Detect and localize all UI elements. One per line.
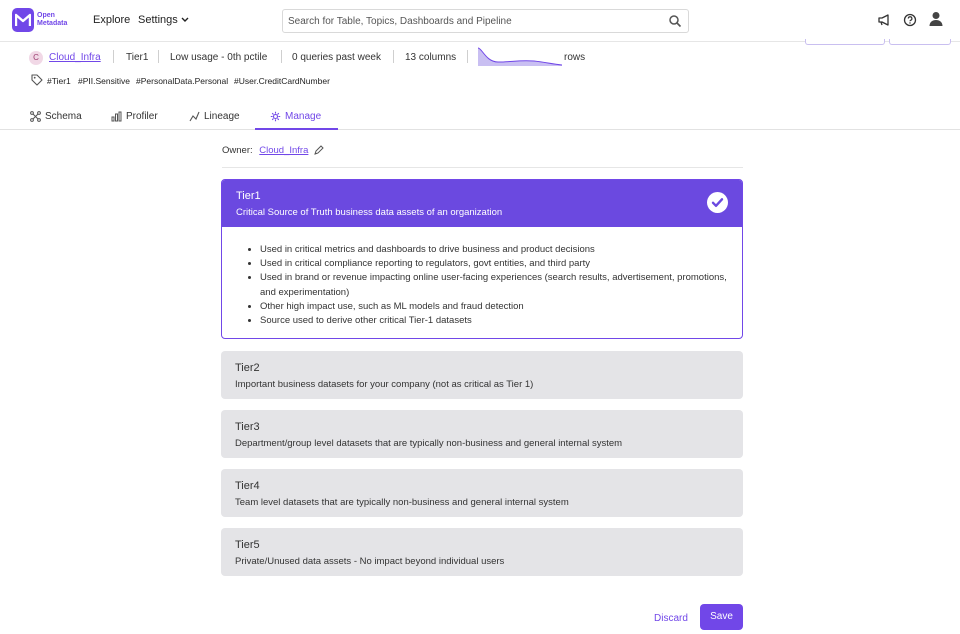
search-icon[interactable] [668,14,682,28]
active-tab-indicator [255,128,338,130]
tab-schema-label: Schema [45,111,82,122]
top-navbar [0,0,960,42]
divider [113,50,114,63]
tier-description: Critical Source of Truth business data assets of an organization [236,207,503,218]
tier-name: Tier2 [235,362,260,374]
tier-name: Tier3 [235,421,260,433]
tier-label: Tier1 [126,52,149,63]
tier-name: Tier4 [235,480,260,492]
list-item: • Used in critical compliance reporting to regulators, govt entities, and third party [260,257,730,271]
app-logo[interactable] [12,8,67,32]
tag-item[interactable]: #PersonalData.Personal [136,76,229,86]
list-item: • Used in critical metrics and dashboards to drive business and product decisions [260,243,730,257]
tier-card-header [222,180,742,227]
logo-text: Open Metadata [37,12,68,27]
queries-label: 0 queries past week [292,52,381,63]
avatar: C [29,51,43,65]
tab-schema[interactable] [30,111,82,122]
divider [222,167,743,168]
tier-details-list [260,243,730,328]
tag-item[interactable]: #User.CreditCardNumber [234,76,330,86]
divider [393,50,394,63]
chevron-down-icon [181,17,189,23]
tier-description: Private/Unused data assets - No impact beyond individual users [235,556,505,567]
list-item: • Used in brand or revenue impacting online user-facing experiences (search results, advertisement, promotions, and experimentation) [260,271,730,299]
profiler-icon [111,111,122,122]
tab-profiler[interactable] [111,111,158,122]
manage-icon [270,111,281,122]
nav-settings-label: Settings [138,14,178,26]
discard-button[interactable]: Discard [654,613,688,624]
list-item: • Source used to derive other critical Tier-1 datasets [260,314,730,328]
usage-label: Low usage - 0th pctile [170,52,268,63]
tab-lineage-label: Lineage [204,111,240,122]
lineage-icon [189,111,200,122]
divider [467,50,468,63]
megaphone-icon[interactable] [877,13,891,27]
tier-description: Department/group level datasets that are typically non-business and general internal system [235,438,623,449]
tier-card-tier2[interactable] [221,351,743,399]
tag-item[interactable]: #PII.Sensitive [78,76,130,86]
user-icon[interactable] [929,11,943,27]
tier-card-tier1[interactable] [221,179,743,339]
logo-icon [12,8,34,32]
divider [158,50,159,63]
help-icon[interactable] [903,13,917,27]
tier-card-tier5[interactable] [221,528,743,576]
rows-sparkline [478,46,562,66]
divider [281,50,282,63]
owner-label: Owner: [222,145,253,156]
tab-lineage[interactable] [189,111,240,122]
owner-link[interactable]: Cloud_Infra [49,52,101,63]
tier-card-tier4[interactable] [221,469,743,517]
tier-name: Tier5 [235,539,260,551]
owner-value-link[interactable]: Cloud_Infra [259,145,309,156]
tab-manage[interactable] [270,111,321,122]
tier-card-tier3[interactable] [221,410,743,458]
tag-item[interactable]: #Tier1 [47,76,71,86]
save-button[interactable]: Save [700,604,743,630]
schema-icon [30,111,41,122]
tab-bar [0,106,960,130]
columns-label: 13 columns [405,52,457,63]
tier-description: Important business datasets for your company (not as critical as Tier 1) [235,379,534,390]
check-icon [707,192,728,213]
tier-description: Team level datasets that are typically non-business and general internal system [235,497,569,508]
nav-explore[interactable]: Explore [93,14,131,26]
tab-profiler-label: Profiler [126,111,158,122]
owner-row [222,145,308,156]
header-action-button-2[interactable] [889,39,951,45]
tab-manage-label: Manage [285,111,322,122]
rows-label: rows [564,52,586,63]
nav-settings[interactable] [138,14,189,26]
tag-icon [31,74,43,86]
tier-name: Tier1 [236,190,261,202]
pencil-icon[interactable] [314,145,324,155]
search-placeholder: Search for Table, Topics, Dashboards and Pipeline [288,16,512,27]
header-action-button[interactable] [805,39,885,45]
list-item: • Other high impact use, such as ML models and fraud detection [260,300,730,314]
search-input[interactable] [282,9,689,33]
